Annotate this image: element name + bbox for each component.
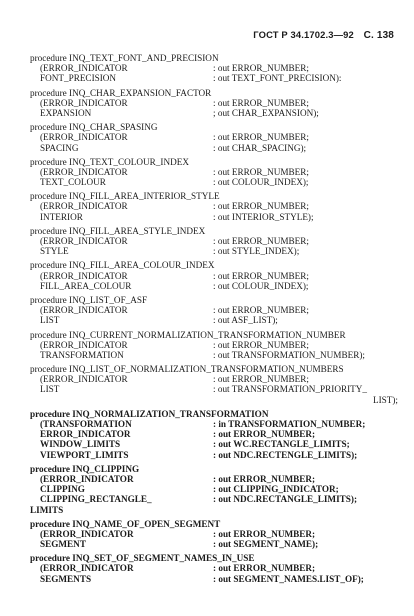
parameter-row: [30, 281, 404, 291]
parameter-name: SPACING: [40, 142, 79, 153]
procedure-title-text: procedure INQ_FILL_AREA_STYLE_INDEX: [30, 225, 206, 236]
parameter-row: [30, 98, 404, 108]
parameter-declaration: : out ERROR_NUMBER;: [213, 270, 309, 281]
parameter-row: [30, 563, 404, 573]
parameter-declaration: : out ERROR_NUMBER;: [213, 236, 309, 246]
procedure-title: [30, 519, 404, 529]
parameter-declaration: : out ERROR_NUMBER;: [213, 563, 316, 574]
parameter-name: FILL_AREA_COLOUR: [40, 280, 132, 291]
parameter-row: [30, 246, 404, 256]
parameter-declaration: : out SEGMENT_NAMES.LIST_OF);: [213, 573, 364, 584]
parameter-row: [30, 132, 404, 142]
parameter-name: LIMITS: [30, 504, 64, 515]
procedure-title: [30, 260, 404, 270]
procedure-block: [30, 519, 404, 550]
parameter-row: [30, 271, 404, 281]
parameter-declaration: : out STYLE_INDEX);: [213, 246, 300, 257]
parameter-name: (ERROR_INDICATOR: [40, 236, 128, 246]
procedure-block: [30, 226, 404, 257]
parameter-name: (ERROR_INDICATOR: [40, 339, 128, 350]
procedure-block: [30, 553, 404, 584]
standard-number: ГОСТ Р 34.1702.3—92: [253, 29, 354, 40]
parameter-declaration: : out NDC.RECTENGLE_LIMITS);: [213, 449, 358, 460]
parameter-row: [30, 450, 404, 460]
parameter-row: [30, 484, 404, 494]
parameter-row: [30, 574, 404, 584]
parameter-declaration: : out TRANSFORMATION_PRIORITY_: [213, 384, 367, 395]
parameter-declaration: LIST);: [372, 394, 398, 405]
parameter-row: [30, 340, 404, 350]
parameter-name: VIEWPORT_LIMITS: [40, 449, 129, 460]
parameter-declaration: : out ERROR_NUMBER;: [213, 166, 309, 177]
parameter-name: STYLE: [40, 246, 69, 257]
parameter-name: (TRANSFORMATION: [40, 419, 132, 429]
procedure-block: [30, 409, 404, 460]
parameter-name: TEXT_COLOUR: [40, 177, 106, 188]
procedure-block: [30, 191, 404, 222]
procedure-title: [30, 553, 404, 563]
parameter-declaration: : out ERROR_NUMBER;: [213, 339, 309, 350]
parameter-row: [30, 73, 404, 83]
procedure-title: [30, 88, 404, 98]
parameter-name: (ERROR_INDICATOR: [40, 97, 128, 108]
parameter-declaration: : out COLOUR_INDEX);: [213, 280, 309, 291]
parameter-name: (ERROR_INDICATOR: [40, 270, 128, 281]
parameter-row: [30, 494, 404, 504]
parameter-row: [30, 305, 404, 315]
parameter-declaration: : in TRANSFORMATION_NUMBER;: [213, 419, 366, 429]
parameter-name: INTERIOR: [40, 211, 83, 222]
procedure-block: [30, 364, 404, 405]
parameter-row: [30, 439, 404, 449]
procedure-title: [30, 122, 404, 132]
procedure-list: [30, 53, 404, 588]
parameter-name: (ERROR_INDICATOR: [40, 63, 128, 74]
procedure-title-text: procedure INQ_NAME_OF_OPEN_SEGMENT: [30, 518, 221, 529]
procedure-title: [30, 464, 404, 474]
parameter-declaration: : out WC.RECTANGLE_LIMITS;: [213, 439, 350, 450]
parameter-declaration: : out INTERIOR_STYLE);: [213, 211, 314, 222]
procedure-title-text: procedure INQ_FILL_AREA_INTERIOR_STYLE: [30, 191, 220, 202]
parameter-declaration: : out ERROR_NUMBER;: [213, 374, 309, 385]
procedure-title-text: procedure INQ_CURRENT_NORMALIZATION_TRANSFORMATION_NUMBER: [30, 329, 346, 340]
procedure-title: [30, 364, 404, 374]
procedure-title: [30, 157, 404, 167]
procedure-title: [30, 330, 404, 340]
parameter-name: (ERROR_INDICATOR: [40, 374, 128, 385]
procedure-title-text: procedure INQ_CHAR_SPASING: [30, 122, 158, 133]
parameter-name: (ERROR_INDICATOR: [40, 563, 134, 574]
parameter-declaration: : out ERROR_NUMBER;: [213, 63, 309, 74]
procedure-title-text: procedure INQ_TEXT_FONT_AND_PRECISION: [30, 53, 219, 63]
parameter-row: [30, 505, 404, 515]
procedure-block: [30, 260, 404, 291]
page-header: [253, 29, 394, 41]
parameter-row: [30, 350, 404, 360]
parameter-row: [30, 63, 404, 73]
parameter-declaration: : out ERROR_NUMBER;: [213, 528, 316, 539]
parameter-name: (ERROR_INDICATOR: [40, 166, 128, 177]
procedure-title-text: procedure INQ_CLIPPING: [30, 463, 140, 474]
procedure-block: [30, 157, 404, 188]
page-number: С. 138: [363, 30, 394, 41]
parameter-row: [30, 384, 404, 394]
parameter-name: ERROR_INDICATOR: [40, 429, 131, 440]
procedure-title-text: procedure INQ_NORMALIZATION_TRANSFORMATION: [30, 408, 269, 419]
parameter-name: FONT_PRECISION: [40, 73, 117, 84]
parameter-row: [30, 108, 404, 118]
procedure-title-text: procedure INQ_TEXT_COLOUR_INDEX: [30, 156, 189, 167]
parameter-declaration: : out ERROR_NUMBER;: [213, 97, 309, 108]
procedure-title: [30, 409, 404, 419]
parameter-name: WINDOW_LIMITS: [40, 439, 121, 450]
parameter-declaration: : out CLIPPING_INDICATOR;: [213, 484, 339, 495]
parameter-row: [30, 143, 404, 153]
parameter-row: [30, 395, 404, 405]
procedure-title: [30, 191, 404, 201]
procedure-title-text: procedure INQ_FILL_AREA_COLOUR_INDEX: [30, 260, 215, 271]
parameter-name: SEGMENT: [40, 539, 86, 550]
parameter-name: LIST: [40, 384, 60, 395]
parameter-declaration: : out CHAR_SPACING);: [213, 142, 307, 153]
parameter-name: SEGMENTS: [40, 573, 92, 584]
procedure-block: [30, 330, 404, 361]
parameter-declaration: : out ERROR_NUMBER;: [213, 201, 309, 212]
parameter-name: (ERROR_INDICATOR: [40, 305, 128, 316]
parameter-name: CLIPPING_RECTANGLE_: [40, 494, 152, 505]
parameter-declaration: ; out CHAR_EXPANSION);: [213, 107, 319, 118]
parameter-name: LIST: [40, 315, 60, 326]
procedure-block: [30, 122, 404, 153]
parameter-name: EXPANSION: [40, 107, 92, 118]
parameter-row: [30, 529, 404, 539]
parameter-row: [30, 236, 404, 246]
parameter-row: [30, 177, 404, 187]
procedure-title-text: procedure INQ_LIST_OF_NORMALIZATION_TRANSFORMATION_NUMBERS: [30, 364, 344, 375]
parameter-row: [30, 167, 404, 177]
parameter-name: (ERROR_INDICATOR: [40, 528, 134, 539]
parameter-declaration: : out NDC.RECTANGLE_LIMITS);: [213, 494, 358, 505]
parameter-name: (ERROR_INDICATOR: [40, 201, 128, 212]
parameter-name: CLIPPING: [40, 484, 85, 495]
parameter-row: [30, 212, 404, 222]
parameter-name: TRANSFORMATION: [40, 349, 124, 360]
parameter-declaration: : out ERROR_NUMBER;: [213, 473, 316, 484]
parameter-row: [30, 201, 404, 211]
parameter-row: [30, 539, 404, 549]
procedure-title: [30, 295, 404, 305]
parameter-declaration: : out ERROR_NUMBER;: [213, 305, 309, 316]
procedure-block: [30, 53, 404, 84]
parameter-name: (ERROR_INDICATOR: [40, 132, 128, 143]
parameter-declaration: : out ASF_LIST);: [213, 315, 278, 326]
procedure-title-text: procedure INQ_CHAR_EXPANSION_FACTOR: [30, 87, 212, 98]
procedure-title-text: procedure INQ_LIST_OF_ASF: [30, 294, 148, 305]
parameter-row: [30, 474, 404, 484]
parameter-row: [30, 374, 404, 384]
parameter-declaration: : out SEGMENT_NAME);: [213, 539, 319, 550]
procedure-block: [30, 295, 404, 326]
parameter-name: (ERROR_INDICATOR: [40, 473, 134, 484]
procedure-block: [30, 464, 404, 515]
parameter-declaration: : out TEXT_FONT_PRECISION):: [213, 73, 342, 84]
parameter-declaration: : out ERROR_NUMBER;: [213, 429, 316, 440]
parameter-declaration: : out ERROR_NUMBER;: [213, 132, 309, 143]
procedure-title: [30, 53, 404, 63]
procedure-block: [30, 88, 404, 119]
parameter-row: [30, 419, 404, 429]
parameter-declaration: : out COLOUR_INDEX);: [213, 177, 309, 188]
parameter-row: [30, 315, 404, 325]
procedure-title: [30, 226, 404, 236]
parameter-row: [30, 429, 404, 439]
parameter-declaration: : out TRANSFORMATION_NUMBER);: [213, 349, 365, 360]
procedure-title-text: procedure INQ_SET_OF_SEGMENT_NAMES_IN_USE: [30, 553, 255, 564]
